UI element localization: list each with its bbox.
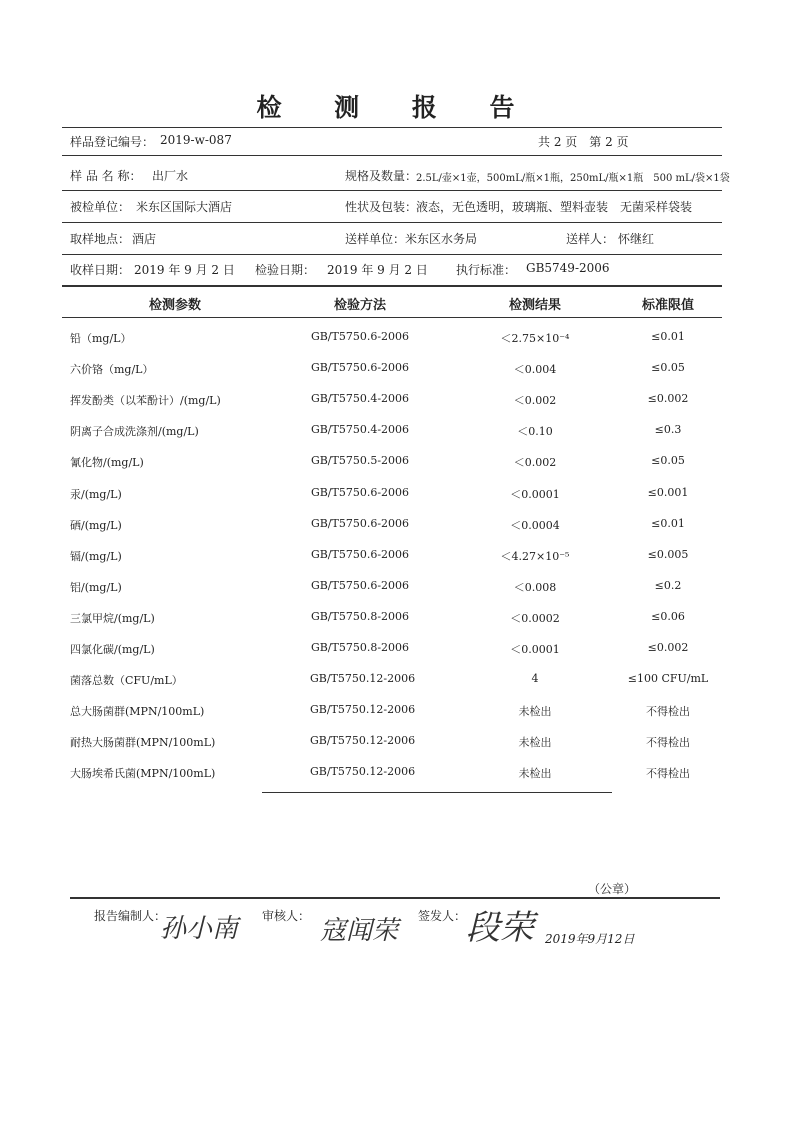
table-row	[0, 703, 793, 723]
param-cell: 菌落总数（CFU/mL）	[70, 674, 183, 688]
sender-value: 怀继红	[618, 232, 655, 246]
table-row	[0, 610, 793, 630]
table-row	[0, 486, 793, 506]
reviewer-signature: 寇闻荣	[320, 916, 399, 946]
method-cell: GB/T5750.12-2006	[310, 703, 416, 717]
header-result: 检测结果	[508, 298, 561, 313]
method-cell: GB/T5750.6-2006	[310, 330, 410, 343]
issuer-signature: 段荣	[466, 908, 534, 948]
method-cell: GB/T5750.6-2006	[310, 361, 410, 375]
rule-header-bottom	[62, 317, 722, 318]
result-cell: ＜0.004	[513, 363, 557, 377]
param-cell: 镉/(mg/L)	[70, 549, 122, 563]
table-row	[0, 361, 793, 381]
param-cell: 铝/(mg/L)	[70, 580, 122, 594]
sender-label: 送样人：	[566, 232, 615, 246]
compiler-label: 报告编制人：	[94, 909, 167, 923]
result-cell: ＜0.0002	[510, 611, 560, 625]
header-method: 检验方法	[333, 298, 386, 313]
method-cell: GB/T5750.6-2006	[310, 578, 410, 592]
rule-footer	[70, 897, 720, 899]
sample-reg-label: 样品登记编号：	[70, 135, 155, 149]
reviewer-label: 审核人：	[262, 909, 311, 923]
param-cell: 汞/(mg/L)	[70, 487, 122, 501]
compiler-signature: 孙小南	[160, 914, 239, 944]
rule	[62, 254, 722, 255]
inspected-unit-label: 被检单位：	[70, 200, 131, 214]
rule	[62, 222, 722, 223]
method-cell: GB/T5750.6-2006	[310, 485, 410, 499]
seal-label: （公章）	[588, 882, 637, 896]
method-cell: GB/T5750.8-2006	[310, 641, 410, 654]
result-cell: ＜2.75×10⁻⁴	[500, 332, 570, 345]
location-value: 酒店	[132, 232, 157, 246]
method-cell: GB/T5750.5-2006	[310, 454, 410, 468]
table-row	[0, 454, 793, 474]
param-cell: 挥发酚类（以苯酚计）/(mg/L)	[70, 394, 221, 408]
result-cell: ＜0.008	[513, 580, 557, 594]
standard-label: 执行标准：	[456, 263, 517, 277]
sender-unit-value: 米东区水务局	[405, 232, 478, 246]
result-cell: 4	[531, 672, 539, 686]
param-cell: 总大肠菌群(MPN/100mL)	[70, 705, 205, 719]
result-cell: ＜0.0004	[510, 518, 560, 532]
method-cell: GB/T5750.12-2006	[310, 734, 416, 748]
param-cell: 三氯甲烷/(mg/L)	[70, 611, 155, 625]
header-param: 检测参数	[148, 298, 201, 313]
limit-cell: ≤0.002	[647, 392, 689, 406]
spec-value: 2.5L/壶×1壶，500mL/瓶×1瓶，250mL/瓶×1瓶 500 mL/袋×1袋	[416, 173, 730, 184]
table-row	[0, 672, 793, 692]
standard-value: GB5749-2006	[526, 261, 610, 275]
test-date-label: 检验日期：	[255, 263, 316, 277]
table-row	[0, 423, 793, 443]
result-cell: ＜0.002	[513, 394, 557, 408]
rule	[62, 190, 722, 191]
method-cell: GB/T5750.6-2006	[310, 547, 410, 561]
result-cell: ＜0.0001	[510, 487, 560, 501]
param-cell: 六价铬（mg/L）	[70, 363, 154, 377]
method-cell: GB/T5750.4-2006	[310, 423, 410, 437]
issue-date: 2019年9月12日	[545, 932, 635, 946]
header-limit: 标准限值	[641, 298, 694, 313]
sample-name-label: 样 品 名 称：	[70, 169, 142, 183]
method-cell: GB/T5750.12-2006	[310, 672, 416, 686]
sample-reg-value: 2019-w-087	[160, 133, 232, 147]
method-cell: GB/T5750.6-2006	[310, 516, 410, 530]
limit-cell: ≤0.005	[647, 547, 689, 561]
param-cell: 四氯化碳/(mg/L)	[70, 643, 155, 656]
limit-cell: ≤0.05	[651, 361, 685, 375]
param-cell: 氰化物/(mg/L)	[70, 456, 144, 470]
limit-cell: ≤0.3	[654, 423, 682, 437]
report-title: 检 测 报 告	[256, 93, 537, 122]
method-cell: GB/T5750.8-2006	[310, 609, 410, 623]
limit-cell: ≤0.06	[651, 609, 685, 623]
packaging-label: 性状及包装：	[345, 200, 418, 214]
rule-top	[62, 127, 722, 128]
receive-date-value: 2019 年 9 月 2 日	[134, 263, 235, 277]
result-cell: ＜0.10	[517, 425, 553, 439]
rule	[62, 155, 722, 156]
method-cell: GB/T5750.4-2006	[310, 392, 410, 406]
limit-cell: ≤0.001	[647, 485, 689, 499]
issuer-label: 签发人：	[418, 909, 467, 923]
param-cell: 硒/(mg/L)	[70, 518, 122, 532]
param-cell: 耐热大肠菌群(MPN/100mL)	[70, 736, 216, 750]
table-row	[0, 765, 793, 785]
method-cell: GB/T5750.12-2006	[310, 765, 416, 779]
table-row	[0, 517, 793, 537]
limit-cell: ≤0.2	[654, 578, 682, 592]
sender-unit-label: 送样单位：	[345, 232, 406, 246]
table-row	[0, 641, 793, 661]
result-cell: 未检出	[518, 705, 552, 719]
packaging-value: 液态，无色透明，玻璃瓶、塑料壶装 无菌采样袋装	[416, 200, 693, 214]
test-date-value: 2019 年 9 月 2 日	[327, 263, 428, 277]
rule-table-top	[62, 285, 722, 287]
limit-cell: ≤0.05	[651, 454, 685, 468]
table-row	[0, 392, 793, 412]
location-label: 取样地点：	[70, 232, 131, 246]
table-row	[0, 330, 793, 350]
spec-label: 规格及数量：	[345, 169, 418, 183]
param-cell: 阴离子合成洗涤剂/(mg/L)	[70, 425, 199, 439]
param-cell: 铅（mg/L）	[70, 332, 132, 345]
sample-name-value: 出厂水	[152, 169, 189, 183]
limit-cell: ≤0.01	[651, 516, 685, 530]
receive-date-label: 收样日期：	[70, 263, 131, 277]
result-cell: ＜0.0001	[510, 643, 560, 656]
limit-cell: 不得检出	[646, 767, 690, 781]
param-cell: 大肠埃希氏菌(MPN/100mL)	[70, 767, 216, 781]
rule-table-end	[262, 792, 612, 793]
result-cell: 未检出	[518, 736, 552, 750]
result-cell: ＜4.27×10⁻⁵	[500, 549, 570, 563]
limit-cell: ≤0.002	[647, 641, 689, 654]
limit-cell: ≤100 CFU/mL	[627, 672, 709, 686]
table-row	[0, 734, 793, 754]
inspected-unit-value: 米东区国际大酒店	[136, 200, 233, 214]
limit-cell: 不得检出	[646, 705, 690, 719]
limit-cell: 不得检出	[646, 736, 690, 750]
limit-cell: ≤0.01	[651, 330, 685, 343]
result-cell: 未检出	[518, 767, 552, 781]
page-number: 共 2 页 第 2 页	[538, 135, 629, 149]
table-row	[0, 548, 793, 568]
result-cell: ＜0.002	[513, 456, 557, 470]
table-row	[0, 579, 793, 599]
